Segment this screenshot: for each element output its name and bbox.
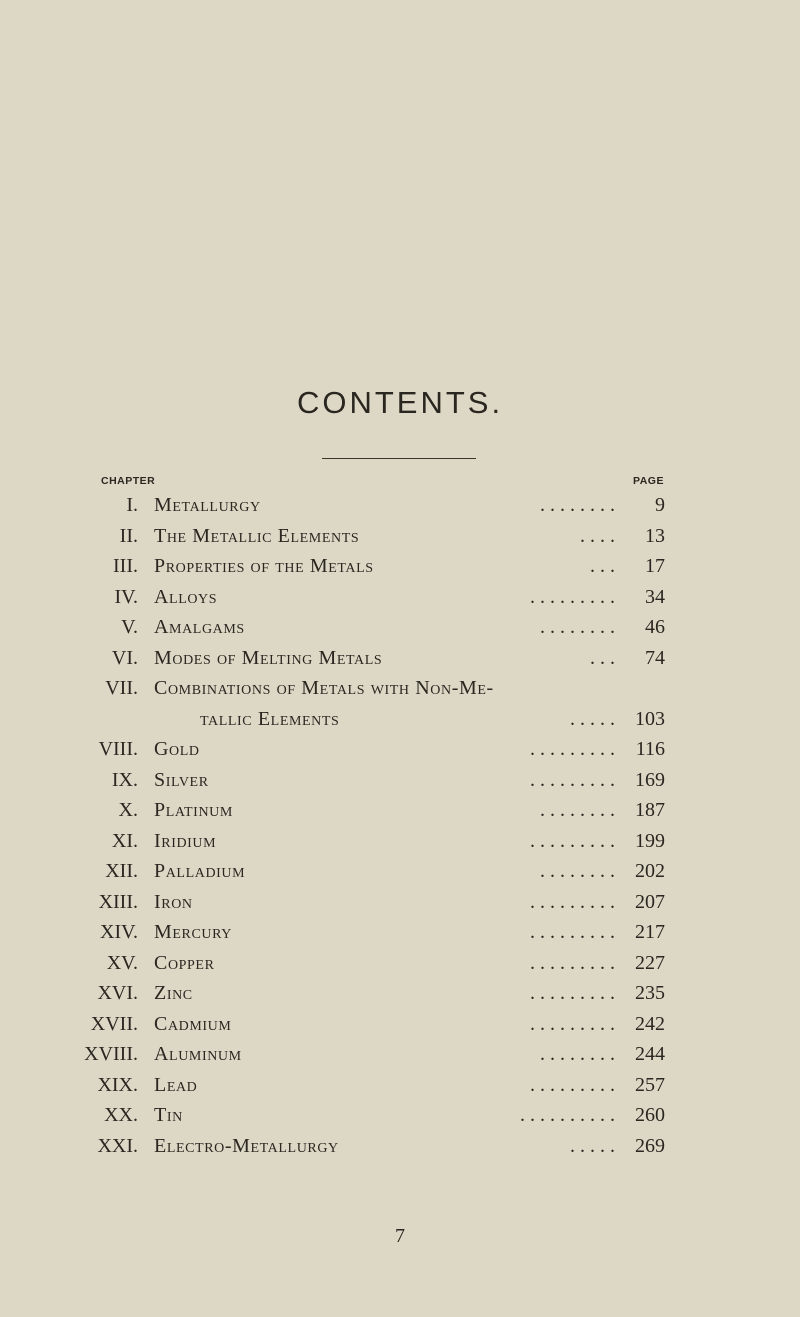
- chapter-title: Palladium: [154, 860, 246, 882]
- leader-dots: . . . . . . . .: [540, 799, 615, 821]
- leader-dots: . . .: [590, 646, 615, 669]
- page-number: 169: [635, 768, 665, 791]
- chapter-title: Electro-Metallurgy: [154, 1134, 339, 1157]
- page-number: 269: [635, 1134, 665, 1157]
- chapter-number: X.: [118, 799, 138, 821]
- page-title: CONTENTS.: [296, 385, 504, 420]
- toc-row: [0, 732, 800, 763]
- chapter-title: Zinc: [154, 982, 193, 1004]
- page-number: 13: [645, 524, 665, 547]
- chapter-number: XI.: [111, 829, 138, 852]
- chapter-column-header: CHAPTER: [101, 475, 156, 487]
- chapter-number: IV.: [114, 585, 138, 608]
- toc-row: [0, 946, 800, 977]
- leader-dots: . . . . .: [570, 707, 615, 730]
- toc-row: [0, 1098, 800, 1129]
- chapter-title: Aluminum: [154, 1043, 242, 1065]
- chapter-title: Modes of Melting Metals: [154, 646, 383, 669]
- chapter-title: Silver: [154, 768, 209, 791]
- leader-dots: . . .: [590, 555, 615, 577]
- page-number: 227: [635, 951, 665, 974]
- leader-dots: . . . . .: [570, 1134, 615, 1157]
- page-number: 260: [635, 1104, 665, 1126]
- chapter-number: VIII.: [98, 738, 138, 760]
- chapter-title: Iron: [154, 890, 193, 913]
- leader-dots: . . . . . . . . .: [530, 951, 615, 974]
- chapter-number: XVII.: [90, 1012, 138, 1035]
- toc-row: [0, 885, 800, 916]
- page-number: 17: [645, 555, 665, 577]
- chapter-number: VII.: [105, 677, 138, 699]
- toc-row: [0, 1037, 800, 1068]
- leader-dots: . . . . . . . . .: [530, 738, 615, 760]
- leader-dots: . . . . . . . . .: [530, 585, 615, 608]
- chapter-title: Combinations of Metals with Non-Me-: [154, 677, 494, 699]
- chapter-title: Lead: [154, 1073, 198, 1096]
- toc-row: [0, 641, 800, 672]
- chapter-title: Tin: [154, 1104, 183, 1126]
- chapter-number: VI.: [111, 646, 138, 669]
- leader-dots: . . . . . . . .: [540, 860, 615, 882]
- chapter-title: tallic Elements: [200, 707, 340, 730]
- toc-row: [0, 854, 800, 885]
- page-number: 187: [635, 799, 665, 821]
- toc-row: [0, 610, 800, 641]
- page-number: 257: [635, 1073, 665, 1096]
- leader-dots: . . . . . . . . .: [530, 829, 615, 852]
- page-number: 116: [635, 738, 665, 760]
- leader-dots: . . . . . . . .: [540, 616, 615, 638]
- folio-page-number: 7: [395, 1225, 405, 1247]
- toc-row-continuation: [0, 702, 800, 733]
- chapter-title: Mercury: [154, 921, 232, 943]
- chapter-number: XIV.: [100, 921, 138, 943]
- chapter-number: XIX.: [97, 1073, 138, 1096]
- chapter-number: V.: [121, 616, 138, 638]
- leader-dots: . . . . . . . .: [540, 1043, 615, 1065]
- leader-dots: . . . . . . . .: [540, 494, 615, 516]
- leader-dots: . . . . . . . . .: [530, 921, 615, 943]
- leader-dots: . . . .: [580, 524, 615, 547]
- page-number: 34: [645, 585, 665, 608]
- toc-row: [0, 580, 800, 611]
- toc-row: [0, 915, 800, 946]
- chapter-number: I.: [126, 494, 138, 516]
- leader-dots: . . . . . . . . .: [530, 768, 615, 791]
- chapter-title: Alloys: [154, 585, 218, 608]
- table-of-contents: [0, 488, 800, 1159]
- leader-dots: . . . . . . . . .: [530, 890, 615, 913]
- chapter-number: XII.: [105, 860, 138, 882]
- page-number: 217: [635, 921, 665, 943]
- chapter-number: XXI.: [97, 1134, 138, 1157]
- chapter-title: Gold: [154, 738, 200, 760]
- leader-dots: . . . . . . . . . .: [520, 1104, 615, 1126]
- chapter-number: XVI.: [97, 982, 138, 1004]
- toc-row: [0, 549, 800, 580]
- chapter-title: Metallurgy: [154, 494, 261, 516]
- title-rule: [322, 458, 476, 459]
- page-number: 103: [635, 707, 665, 730]
- toc-row: [0, 763, 800, 794]
- chapter-number: XIII.: [98, 890, 138, 913]
- leader-dots: . . . . . . . . .: [530, 1012, 615, 1035]
- chapter-number: III.: [113, 555, 138, 577]
- chapter-number: II.: [119, 524, 138, 547]
- toc-row: [0, 793, 800, 824]
- page-column-header: PAGE: [633, 475, 664, 487]
- chapter-title: Platinum: [154, 799, 233, 821]
- chapter-number: IX.: [111, 768, 138, 791]
- leader-dots: . . . . . . . . .: [530, 1073, 615, 1096]
- page-number: 207: [635, 890, 665, 913]
- chapter-number: XX.: [104, 1104, 138, 1126]
- chapter-title: The Metallic Elements: [154, 524, 360, 547]
- page-number: 74: [645, 646, 665, 669]
- chapter-title: Cadmium: [154, 1012, 232, 1035]
- page-number: 244: [635, 1043, 665, 1065]
- page-number: 202: [635, 860, 665, 882]
- leader-dots: . . . . . . . . .: [530, 982, 615, 1004]
- toc-row: [0, 976, 800, 1007]
- page-number: 46: [645, 616, 665, 638]
- chapter-title: Amalgams: [154, 616, 245, 638]
- toc-row: [0, 488, 800, 519]
- chapter-title: Copper: [154, 951, 215, 974]
- chapter-title: Properties of the Metals: [154, 555, 374, 577]
- toc-row: [0, 1007, 800, 1038]
- page-number: 199: [635, 829, 665, 852]
- toc-row: [0, 824, 800, 855]
- toc-row: [0, 519, 800, 550]
- toc-row: [0, 1068, 800, 1099]
- chapter-number: XV.: [106, 951, 138, 974]
- chapter-title: Iridium: [154, 829, 217, 852]
- page-number: 235: [635, 982, 665, 1004]
- toc-row: [0, 1129, 800, 1160]
- toc-row: [0, 671, 800, 702]
- page-number: 9: [655, 494, 665, 516]
- page-number: 242: [635, 1012, 665, 1035]
- chapter-number: XVIII.: [84, 1043, 138, 1065]
